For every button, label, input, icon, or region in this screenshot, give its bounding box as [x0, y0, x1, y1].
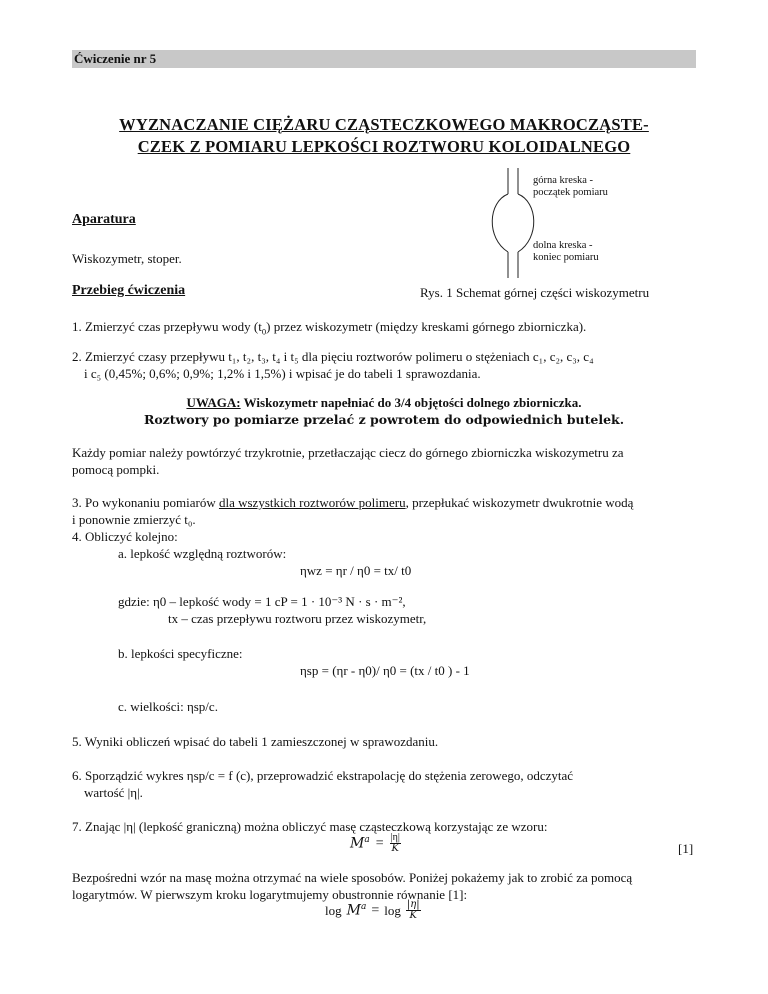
warning-line-1: UWAGA: Wiskozymetr napełniać do 3/4 objętości dolnego zbiorniczka. — [186, 395, 582, 410]
label-bottom-mark: dolna kreska - koniec pomiaru — [533, 240, 599, 263]
warning-line-2: Roztwory po pomiarze przelać z powrotem do odpowiednich butelek. — [143, 412, 625, 427]
exercise-number: Ćwiczenie nr 5 — [74, 51, 157, 66]
where-line-1: gdzie: η0 – lepkość wody = 1 cP = 1 · 10⁻³ N · s · m⁻², — [118, 594, 406, 609]
label-top-mark: górna kreska - początek pomiaru — [533, 175, 608, 198]
step-6-line-1: 6. Sporządzić wykres ηsp/c = f (c), przeprowadzić ekstrapolację do stężenia zerowego, odczytać — [72, 768, 574, 783]
step-3-line-2: i ponownie zmierzyć t₀. — [72, 512, 196, 527]
log-equation: log $M^a$ = log |η| K — [325, 899, 420, 921]
step-1: 1. Zmierzyć czas przepływu wody $(t_0)$ przez wiskozymetr (między kreskami górnego zbiorniczka). — [72, 319, 587, 337]
przebieg-heading: Przebieg ćwiczenia — [72, 283, 186, 298]
header-bar — [72, 50, 696, 68]
bottom-line-1: Bezpośredni wzór na masę można otrzymać na wiele sposobów. Poniżej pokażemy jak to zrobić za pomocą — [72, 870, 633, 885]
equation-1: $M^a$ = $\frac{|\eta|}{K}$ — [350, 832, 400, 854]
figure-caption: Rys. 1 Schemat górnej części wiskozymetru — [420, 285, 650, 300]
step-2-line-2: i c₅ (0,45%; 0,6%; 0,9%; 1,2% i 1,5%) i wpisać je do tabeli 1 sprawozdania. — [84, 366, 481, 381]
formula-specific-viscosity: ηsp = (ηr - η0)/ η0 = (tx / t0 ) - 1 — [300, 663, 470, 678]
repeat-line-2: pomocą pompki. — [72, 462, 160, 477]
step-4a: a. lepkość względną roztworów: — [118, 546, 287, 561]
step-6-line-2: wartość |η|. — [84, 785, 143, 800]
step-2-line-1: 2. Zmierzyć czasy przepływu t₁, t₂, t₃, t₄ i t₅ dla pięciu roztworów polimeru o stężeniach c₁, c₂, c₃, c₄ — [72, 349, 594, 364]
step-4b: b. lepkości specyficzne: — [118, 646, 243, 661]
step-3-line-1: 3. Po wykonaniu pomiarów dla wszystkich roztworów polimeru, przepłukać wiskozymetr dwukrotnie wodą — [72, 495, 634, 510]
formula-relative-viscosity: ηwz = ηr / η0 = tx/ t0 — [300, 563, 412, 578]
step-7: 7. Znając |η| (lepkość graniczną) można obliczyć masę cząsteczkową korzystając ze wzoru: — [72, 819, 548, 834]
step-5: 5. Wyniki obliczeń wpisać do tabeli 1 zamieszczonej w sprawozdaniu. — [72, 734, 439, 749]
step-4c: c. wielkości: ηsp/c. — [118, 699, 218, 714]
bottom-line-2: logarytmów. W pierwszym kroku logarytmujemy obustronnie równanie [1]: — [72, 887, 468, 902]
title-line-2: CZEK Z POMIARU LEPKOŚCI ROZTWORU KOLOIDALNEGO — [137, 137, 631, 156]
aparatura-heading: Aparatura — [72, 212, 136, 227]
repeat-line-1: Każdy pomiar należy powtórzyć trzykrotnie, przetłaczając ciecz do górnego zbiorniczka wiskozymetru za — [72, 445, 624, 460]
aparatura-text: Wiskozymetr, stoper. — [72, 251, 182, 266]
step-4: 4. Obliczyć kolejno: — [72, 529, 178, 544]
title-line-1: WYZNACZANIE CIĘŻARU CZĄSTECZKOWEGO MAKROCZĄSTE- — [119, 115, 649, 134]
where-line-2: tx – czas przepływu roztworu przez wiskozymetr, — [168, 611, 427, 626]
equation-number: [1] — [678, 841, 694, 856]
